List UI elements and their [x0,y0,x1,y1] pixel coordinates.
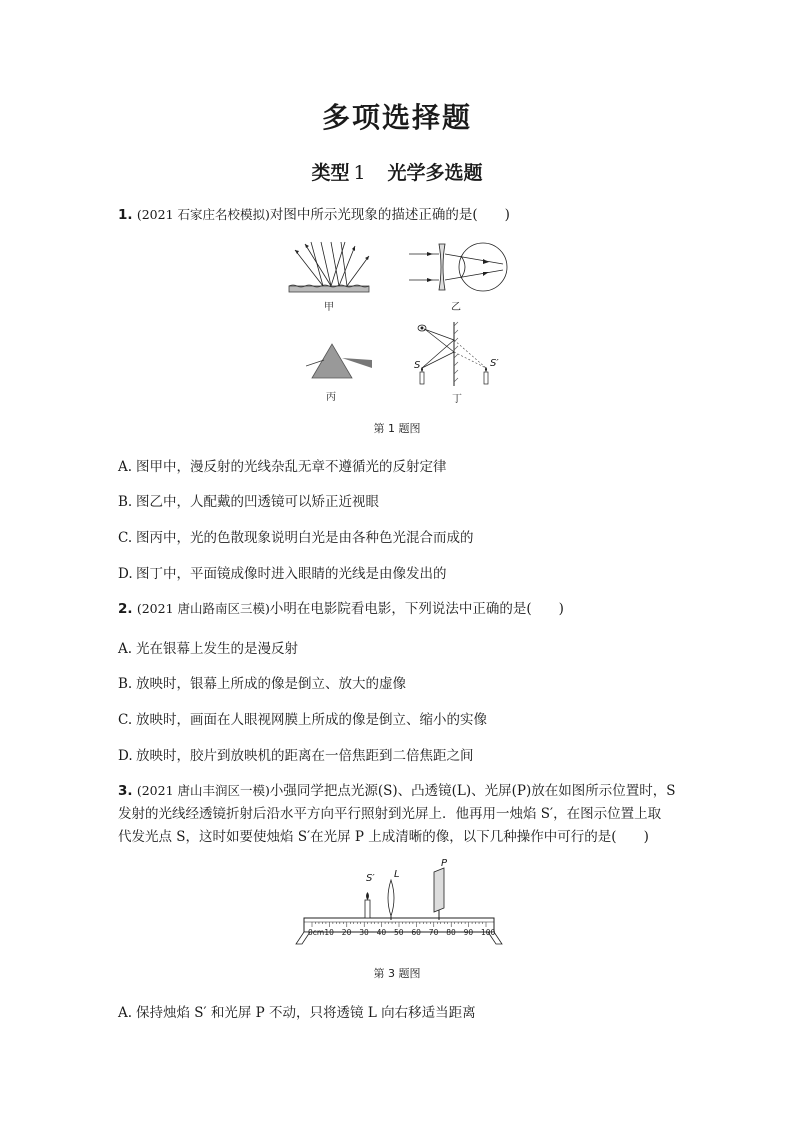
option-text: 图丁中，平面镜成像时进入眼睛的光线是由像发出的 [136,566,447,582]
subtitle-prefix: 类型 [311,162,350,184]
option-letter: B. [118,676,133,692]
option-letter: A. [118,1005,133,1021]
mirror-label-s-prime: S′ [490,358,499,369]
question-line: 发射的光线经透镜折射后沿水平方向平行照射到光屏上．他再用一烛焰 S′，在图示位置上取 [118,806,662,822]
option-text: 保持烛焰 S′ 和光屏 P 不动，只将透镜 L 向右移适当距离 [136,1005,476,1021]
option-text: 图丙中，光的色散现象说明白光是由各种色光混合而成的 [136,530,474,546]
option-text: 放映时，画面在人眼视网膜上所成的像是倒立、缩小的实像 [136,712,487,728]
ruler-tick-label: 30 [359,928,369,937]
mirror-label-s: S [414,360,421,371]
option-1c[interactable] [118,526,698,546]
option-1d[interactable] [118,562,698,582]
option-letter: A. [118,459,133,475]
option-letter: D. [118,748,133,764]
question-line: 代发光点 S，这时如要使烛焰 S′在光屏 P 上成清晰的像，以下几种操作中可行的是( ) [118,829,649,845]
figure-label-yi: 乙 [451,302,461,313]
option-3a[interactable] [118,1001,698,1021]
option-letter: B. [118,494,133,510]
question-number: 2. [118,601,133,617]
option-letter: C. [118,530,133,546]
question-source: (2021 唐山丰润区一模) [136,783,270,798]
bench-label-l: L [394,869,400,880]
option-letter: D. [118,566,133,582]
question-text: 小明在电影院看电影，下列说法中正确的是( ) [269,601,564,617]
question-line [118,779,698,803]
option-1a[interactable] [118,455,698,475]
question-2-stem [118,597,698,621]
question-source: (2021 唐山路南区三模) [136,601,270,616]
figure-eye-lens [405,236,515,298]
ruler-tick-label: 60 [411,928,421,937]
option-letter: C. [118,712,133,728]
option-text: 图甲中，漫反射的光线杂乱无章不遵循光的反射定律 [136,459,447,475]
figure-label-ding: 丁 [452,394,462,405]
figure-label-jia: 甲 [324,302,334,313]
option-text: 图乙中，人配戴的凹透镜可以矫正近视眼 [136,494,379,510]
question-text: 小强同学把点光源(S)、凸透镜(L)、光屏(P)放在如图所示位置时，S [269,783,676,799]
option-2d[interactable] [118,744,698,764]
section-subtitle [0,158,794,185]
bench-label-p: P [441,858,448,869]
figure-plane-mirror [410,320,502,390]
question-3-stem [118,779,698,849]
option-letter: A. [118,641,133,657]
ruler-tick-label: 70 [428,928,439,937]
ruler-tick-label: 100 [481,928,496,937]
ruler-tick-label: 50 [394,928,404,937]
bench-label-s-prime: S′ [366,873,375,884]
ruler-tick-label: 20 [341,928,352,937]
option-text: 放映时，银幕上所成的像是倒立、放大的虚像 [136,676,406,692]
option-text: 光在银幕上发生的是漫反射 [136,641,298,657]
figure-3-caption: 第 3 题图 [373,967,421,980]
subtitle-text: 光学多选题 [387,162,483,184]
option-1b[interactable] [118,490,698,510]
ruler-tick-label: 0cm [308,928,325,937]
question-number: 1. [118,207,133,223]
option-2b[interactable] [118,672,698,692]
ruler-tick-label: 10 [324,928,334,937]
question-1-stem [118,203,698,227]
page-title: 多项选择题 [321,101,472,134]
figure-prism [306,340,376,382]
question-source: (2021 石家庄名校模拟) [136,207,270,222]
ruler-tick-label: 90 [463,928,474,937]
question-text: 对图中所示光现象的描述正确的是( ) [269,207,510,223]
figure-1-caption: 第 1 题图 [373,422,421,435]
option-2a[interactable] [118,637,698,657]
ruler-tick-label: 40 [376,928,387,937]
question-number: 3. [118,783,133,799]
subtitle-number: 1 [353,162,366,184]
figure-label-bing: 丙 [326,392,336,403]
ruler-tick-label: 80 [446,928,456,937]
option-text: 放映时，胶片到放映机的距离在一倍焦距到二倍焦距之间 [136,748,474,764]
option-2c[interactable] [118,708,698,728]
